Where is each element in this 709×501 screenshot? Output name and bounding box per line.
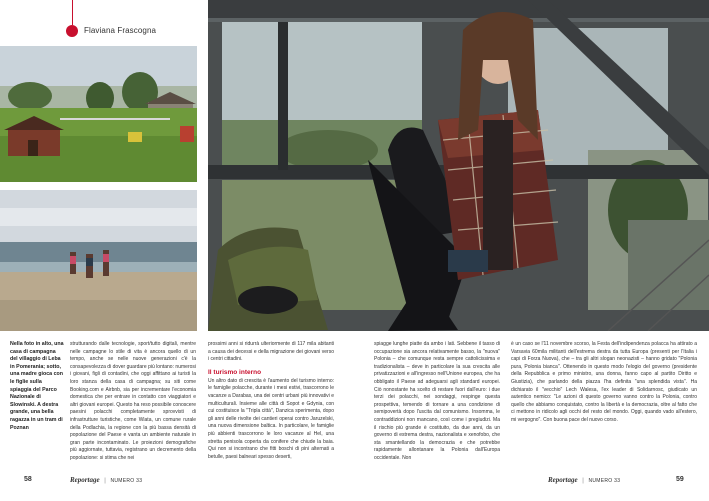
column-2-text-b: Un altro dato di crescita è l'aumento del turismo interno: le famiglie polacche, durante i mesi estivi, trascorrono le vacanze a Darabas, una dei centri urbani più innovativi e multiculturali. Insieme alle città di Sopot e Gdynia, con cui costituisce la "Tripla città", Danzica sperimenta, dopo gli anni delle rivolte dei cantieri operai contro Jaruzelski, una nuova dimensione baltica. In particolare, le famiglie più abbienti trascorrono le loro vacanze al Hel, una stretta penisola coperta da conifere che chiude la baia. Qui non si incontrano che fitti boschi di pini alternati a betulle, paesi balneari spesso deserti, [208,377,334,460]
column-1-text: strutturando dalle tecnologie, sport/tutto digitali, mentre nelle campagne lo stile di vita è ancora quello di un tempo, anche se nelle nuove generazioni c'è la consapevolezza di dover guardare più lontano: numerosi i giovani, figli di contadini, che oggi affittano ai turisti la loro stanza della casa di campagna; su siti come Booking.com e Airbnb, sia per incrementare l'economia domestica che per entrare in contatto con viaggiatori e altri giovani europei. Questo ha reso possibile conoscere paesini polacchi completamente sprovvisti di infrastrutture turistiche, come Wiata, un comune rurale della Podlachia, la regione con la più bassa densità di popolazione del Paese e vanta un ambiente naturale in gran parte incontaminato. Le proiezioni demografiche più aggiornate, tuttavia, registrano un decremento della popolazione: si stima che nei [70,341,196,461]
author-accent-rule [72,0,73,25]
footer-right-brand: Reportage | NUMERO 33 [548,476,621,484]
brand-name-right: Reportage [548,476,578,484]
author-accent-dot [66,25,78,37]
column-4-text: è un caso se l'11 novembre scorso, la Festa dell'indipendenza polacca ha attirato a Varsavia 60mila militanti dell'estrema destra da tutta Europa (presenti per l'Italia i capi di Forza Nuova), che – tra gli altri slogan neonazisti – hanno gridato "Polonia pura, Polonia bianca". Ottenendo in questo modo l'elogio del governo (presidente della Repubblica e primo ministro, una donna, fanno capo al partito Diritto e Giustizia), che parlando della piazza l'ha definita "una splendida vista". Ha dichiarato il "vecchio" Lech Walesa, l'ex leader di Solidarnosc, giudicato un autentico nemico: "Le azioni di questo governo vanno contro la Polonia, contro quello che abbiamo conquistato, contro la libertà e la democrazia, oltre al fatto che ci mettono in ridicolo agli occhi del resto del mondo. Oggi, quando vado all'estero, mi vergogno". Con buona pace del nuovo corso. [511,341,697,423]
text-column-1 [70,341,196,463]
text-column-4 [511,341,697,425]
issue-number-left: NUMERO 33 [110,478,143,484]
page-number-right: 59 [676,476,684,483]
footer-right [676,474,684,486]
page-number-left: 58 [24,476,32,483]
footer-left-brand: Reportage | NUMERO 33 [70,476,143,484]
column-2-text-a: prossimi anni si ridurrà ulteriormente di 117 mila abitanti a causa dei decessi e della migrazione dei giovani verso i centri cittadini. [208,341,334,363]
brand-name-left: Reportage [70,476,100,484]
photo-beach [0,190,197,331]
text-column-3 [374,341,500,463]
column-3-text: spiagge lunghe piatte da ambo i lati. Sebbene il tasso di occupazione sia ancora relativamente basso, la "nuova" Polonia – che comunque resta sempre cattolicissima e tradizionalista – deve in particolare la sua crescita alle privatizzazioni e all'ingresso nell'Unione europea, che ha obbligato il Paese ad adeguarsi agli standard europei. Ciò nonostante ha scelto di restare fuori dall'euro: i due terzi dei polacchi, nei sondaggi, respinge questa prospettiva, temendo di tornare a una condizione di semipovertà dopo l'uscita dal comunismo. Insomma, le contraddizioni non mancano, così come i pregiudizi. Ma il rischio più grande è costituito, da due anni, da un governo di estrema destra, nazionalista e xenofobo, che sta smantellando la democrazia e che potrebbe rapidamente allontanare la Polonia dall'Europa occidentale. Non [374,341,500,461]
photo-caption: Nella foto in alto, una casa di campagna del villaggio di Leba in Pomerania; sotto, una madre gioca con le figlie sulla spiaggia del Parco Nazionale di Slowinski. A destra grande, una bella ragazza in un tram di Poznan [10,341,64,431]
photo-tram-girl [208,0,709,331]
text-column-2 [208,341,334,461]
photo-country-house [0,46,197,182]
author-name: Flaviana Frascogna [84,26,157,35]
issue-number-right: NUMERO 33 [588,478,621,484]
author-header [0,0,200,46]
footer-left [24,474,32,486]
section-heading: Il turismo interno [208,368,262,376]
